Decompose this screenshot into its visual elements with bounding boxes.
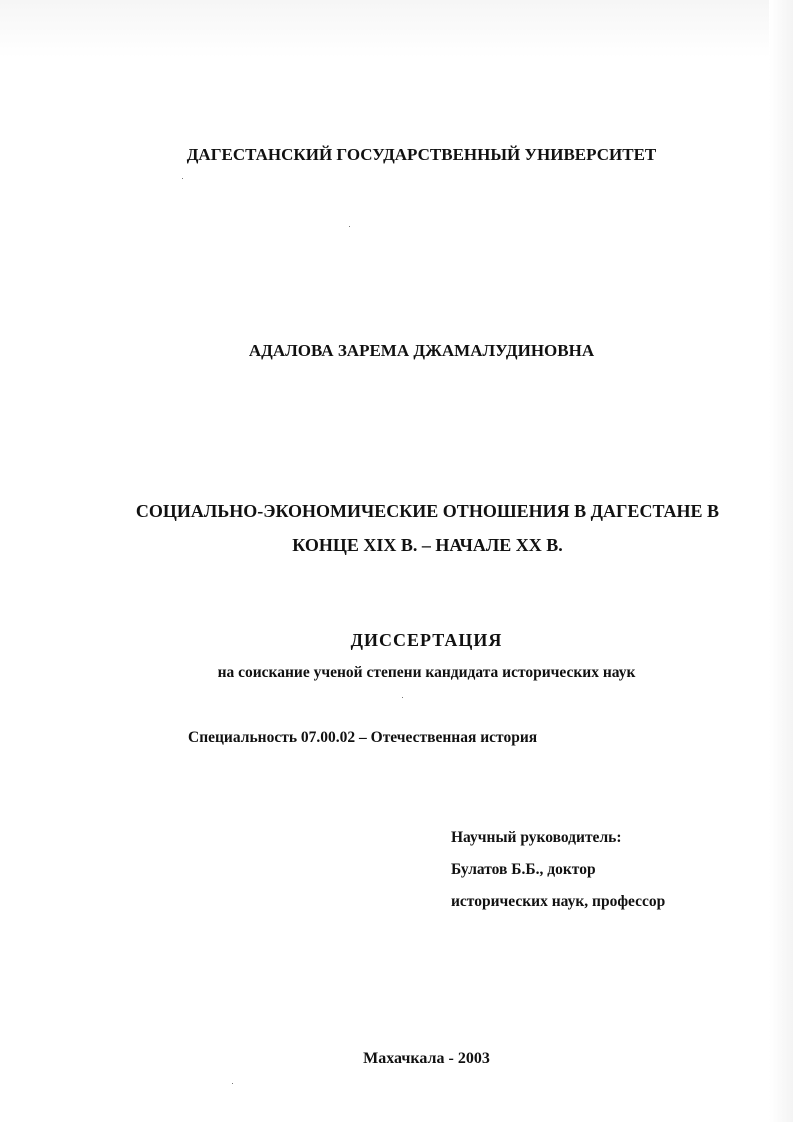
degree-statement: на соискание ученой степени кандидата исторических наук <box>217 664 636 681</box>
dissertation-title-line-2: КОНЦЕ XIX В. – НАЧАЛЕ XX В. <box>292 535 563 555</box>
university-name: ДАГЕСТАНСКИЙ ГОСУДАРСТВЕННЫЙ УНИВЕРСИТЕТ <box>186 145 657 164</box>
scan-shadow-top <box>0 0 793 58</box>
dissertation-title-line-1: СОЦИАЛЬНО-ЭКОНОМИЧЕСКИЕ ОТНОШЕНИЯ В ДАГЕСТАНЕ В <box>135 501 720 521</box>
scan-speck <box>232 1083 233 1084</box>
scan-speck <box>402 697 403 698</box>
scan-speck <box>182 178 183 179</box>
advisor-label: Научный руководитель: <box>451 829 622 846</box>
advisor-credentials: исторических наук, профессор <box>451 893 666 910</box>
city-year: Махачкала - 2003 <box>363 1050 490 1067</box>
scan-shadow-right <box>769 0 793 1122</box>
advisor-name: Булатов Б.Б., доктор <box>451 861 596 878</box>
document-type: ДИССЕРТАЦИЯ <box>350 630 503 650</box>
author-name: АДАЛОВА ЗАРЕМА ДЖАМАЛУДИНОВНА <box>248 341 595 360</box>
scan-speck <box>349 226 350 227</box>
advisor-block <box>451 822 665 918</box>
specialty-line: Специальность 07.00.02 – Отечественная история <box>188 729 538 746</box>
